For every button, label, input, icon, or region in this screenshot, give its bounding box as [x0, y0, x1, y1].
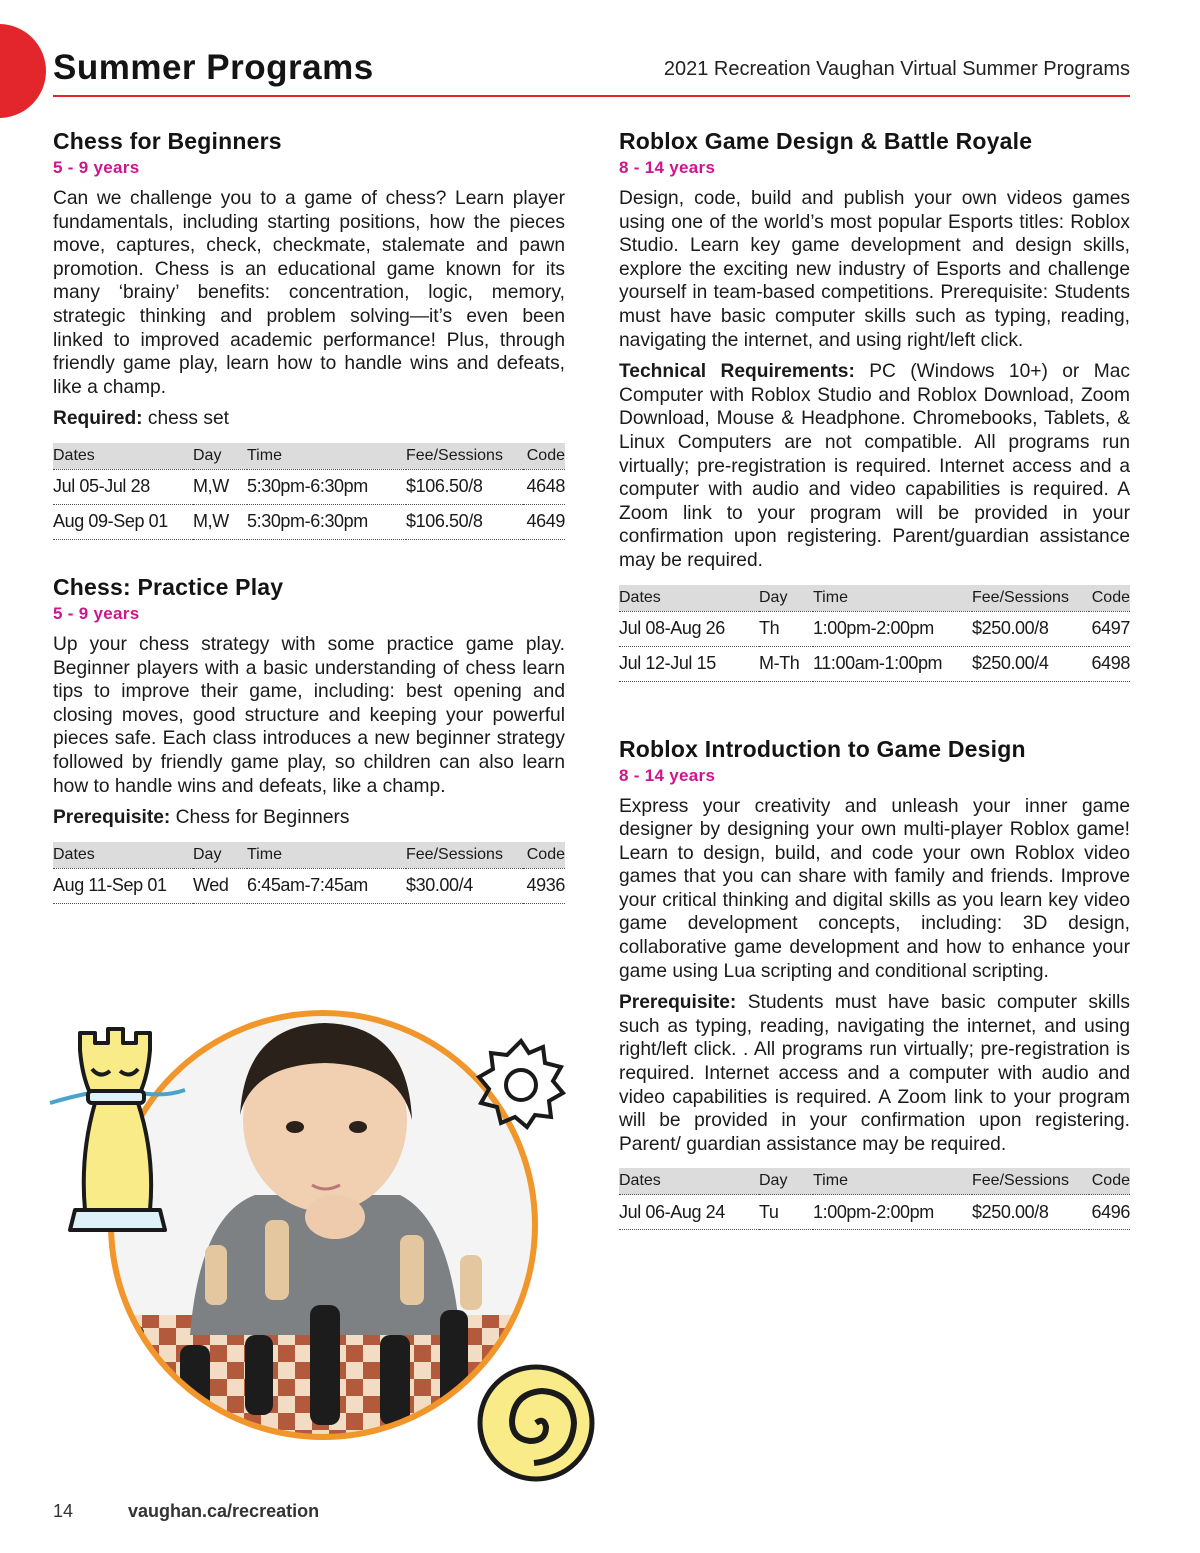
cell-dates: Aug 09-Sep 01 [53, 504, 193, 539]
table-header-row [619, 1168, 1130, 1195]
cell-dates: Jul 06-Aug 24 [619, 1195, 759, 1230]
schedule-table [619, 585, 1130, 682]
schedule-table [619, 1168, 1130, 1230]
col-time: Time [813, 585, 972, 612]
program-chess-for-beginners [53, 128, 565, 540]
left-column [53, 128, 565, 938]
cell-time: 1:00pm-2:00pm [813, 1195, 972, 1230]
requirement-text: chess set [142, 408, 229, 430]
cell-day: M,W [193, 504, 247, 539]
col-day: Day [759, 585, 813, 612]
cell-day: M,W [193, 469, 247, 504]
cell-code: 6498 [1089, 646, 1130, 681]
requirement-text: Students must have basic computer skills such as typing, reading, navigating the internet, and using right/left click. . All programs run virtually; pre-registration is required. Internet access and a computer with audio and video capabilities is required. A Zoom link to your program will be provided in your confirmation upon registering. Parent/ guardian assistance may be required. [619, 992, 1130, 1155]
cell-fee: $106.50/8 [406, 469, 523, 504]
requirement-note [53, 806, 565, 830]
col-day: Day [193, 443, 247, 470]
cell-fee: $250.00/8 [972, 1195, 1089, 1230]
cell-code: 6497 [1089, 611, 1130, 646]
table-header-row [53, 443, 565, 470]
child-playing-chess-photo [100, 1005, 550, 1455]
table-header-row [619, 585, 1130, 612]
cell-code: 4648 [523, 469, 565, 504]
col-dates: Dates [53, 443, 193, 470]
program-title: Roblox Game Design & Battle Royale [619, 128, 1033, 154]
program-description: Can we challenge you to a game of chess? Learn player fundamentals, including starting positions, how the pieces move, captures, check, checkmate, stalemate and pawn promotion. Chess is an educational game known for its many ‘brainy’ benefits: concentration, logic, memory, strategic thinking and problem solving—it’s even been linked to improved academic performance! Plus, through friendly game play, learn how to handle wins and defeats, like a champ. [53, 188, 565, 398]
page-number: 14 [53, 1501, 74, 1521]
col-code: Code [1089, 585, 1130, 612]
requirement-label: Prerequisite: [619, 992, 737, 1014]
cell-time: 5:30pm-6:30pm [247, 469, 406, 504]
col-code: Code [523, 443, 565, 470]
cell-fee: $30.00/4 [406, 868, 523, 903]
requirement-note [53, 407, 565, 431]
col-code: Code [523, 842, 565, 869]
program-roblox-intro-game-design [619, 736, 1130, 1231]
cell-fee: $250.00/4 [972, 646, 1089, 681]
program-title: Chess: Practice Play [53, 573, 284, 600]
table-header-row [53, 842, 565, 869]
col-fee: Fee/Sessions [406, 842, 523, 869]
col-fee: Fee/Sessions [972, 585, 1089, 612]
program-description: Express your creativity and unleash your inner game designer by designing your own multi-player Roblox game! Learn to design, build, and code your own Roblox video games that you can share with family and friends. Improve your critical thinking and digital skills as you learn key video game development concepts, including: 3D design, collaborative game development and how to enhance your game using Lua scripting and conditional scripting. [619, 795, 1130, 982]
cell-day: Wed [193, 868, 247, 903]
age-range: 5 - 9 years [53, 158, 140, 177]
cell-time: 5:30pm-6:30pm [247, 504, 406, 539]
cell-dates: Jul 08-Aug 26 [619, 611, 759, 646]
cell-fee: $250.00/8 [972, 611, 1089, 646]
program-title: Roblox Introduction to Game Design [619, 735, 1026, 762]
cell-time: 6:45am-7:45am [247, 868, 406, 903]
table-row [619, 646, 1130, 681]
footer-url-link[interactable]: vaughan.ca/recreation [128, 1501, 320, 1521]
table-row [53, 469, 565, 504]
cell-dates: Jul 12-Jul 15 [619, 646, 759, 681]
col-fee: Fee/Sessions [406, 443, 523, 470]
col-dates: Dates [619, 585, 759, 612]
col-time: Time [247, 842, 406, 869]
program-chess-practice-play [53, 574, 565, 904]
requirement-note [619, 360, 1130, 572]
requirement-label: Required: [53, 408, 143, 430]
cell-code: 4936 [523, 868, 565, 903]
col-dates: Dates [619, 1168, 759, 1195]
right-column [619, 128, 1130, 1264]
schedule-table [53, 842, 565, 904]
cell-dates: Aug 11-Sep 01 [53, 868, 193, 903]
cell-time: 11:00am-1:00pm [813, 646, 972, 681]
cell-fee: $106.50/8 [406, 504, 523, 539]
program-description: Design, code, build and publish your own videos games using one of the world’s most popular Esports titles: Roblox Studio. Learn key game development and design skills, explore the exciting new industry of Esports and challenge yourself in team-based competitions. Prerequisite: Students must have basic computer skills such as typing, reading, navigating the internet, and using right/left click. [619, 188, 1130, 351]
age-range: 8 - 14 years [619, 158, 716, 177]
table-row [619, 1195, 1130, 1230]
red-circle-decoration [0, 24, 46, 118]
program-title: Chess for Beginners [53, 128, 282, 154]
table-row [53, 868, 565, 903]
requirement-text: Chess for Beginners [170, 807, 350, 829]
spiral-icon [480, 1367, 592, 1479]
schedule-table [53, 443, 565, 540]
page-title: Summer Programs [53, 48, 374, 87]
cell-code: 6496 [1089, 1195, 1130, 1230]
cell-code: 4649 [523, 504, 565, 539]
cell-dates: Jul 05-Jul 28 [53, 469, 193, 504]
col-day: Day [759, 1168, 813, 1195]
col-time: Time [247, 443, 406, 470]
program-roblox-battle-royale [619, 128, 1130, 682]
col-day: Day [193, 842, 247, 869]
col-code: Code [1089, 1168, 1130, 1195]
program-description: Up your chess strategy with some practice game play. Beginner players with a basic understanding of chess learn tips to improve their game, including: best opening and closing moves, good structure and keeping your powerful pieces safe. Each class introduces a new beginner strategy followed by friendly game play, so children can also learn how to handle wins and defeats, like a champ. [53, 633, 565, 797]
age-range: 5 - 9 years [53, 603, 140, 623]
header-divider [53, 95, 1130, 97]
requirement-label: Prerequisite: [53, 807, 171, 829]
requirement-label: Technical Requirements: [619, 361, 855, 383]
cell-day: Th [759, 611, 813, 646]
col-dates: Dates [53, 842, 193, 869]
requirement-text: PC (Windows 10+) or Mac Computer with Roblox Studio and Roblox Download, Zoom Download, Mouse & Headphone. Chromebooks, Tablets, & Linux Computers are not compatible. All programs run virtually; pre-registration is required. Internet access and a computer with audio and video capabilities is required. A Zoom link to your program will be provided in your confirmation upon registering. Parent/guardian assistance may be required. [619, 361, 1130, 571]
cell-time: 1:00pm-2:00pm [813, 611, 972, 646]
cell-day: Tu [759, 1195, 813, 1230]
table-row [53, 504, 565, 539]
chess-illustration [40, 1005, 610, 1495]
col-time: Time [813, 1168, 972, 1195]
cell-day: M-Th [759, 646, 813, 681]
page-subtitle: 2021 Recreation Vaughan Virtual Summer Programs [663, 58, 1130, 80]
table-row [619, 611, 1130, 646]
age-range: 8 - 14 years [619, 765, 716, 785]
requirement-note [619, 991, 1130, 1156]
col-fee: Fee/Sessions [972, 1168, 1089, 1195]
